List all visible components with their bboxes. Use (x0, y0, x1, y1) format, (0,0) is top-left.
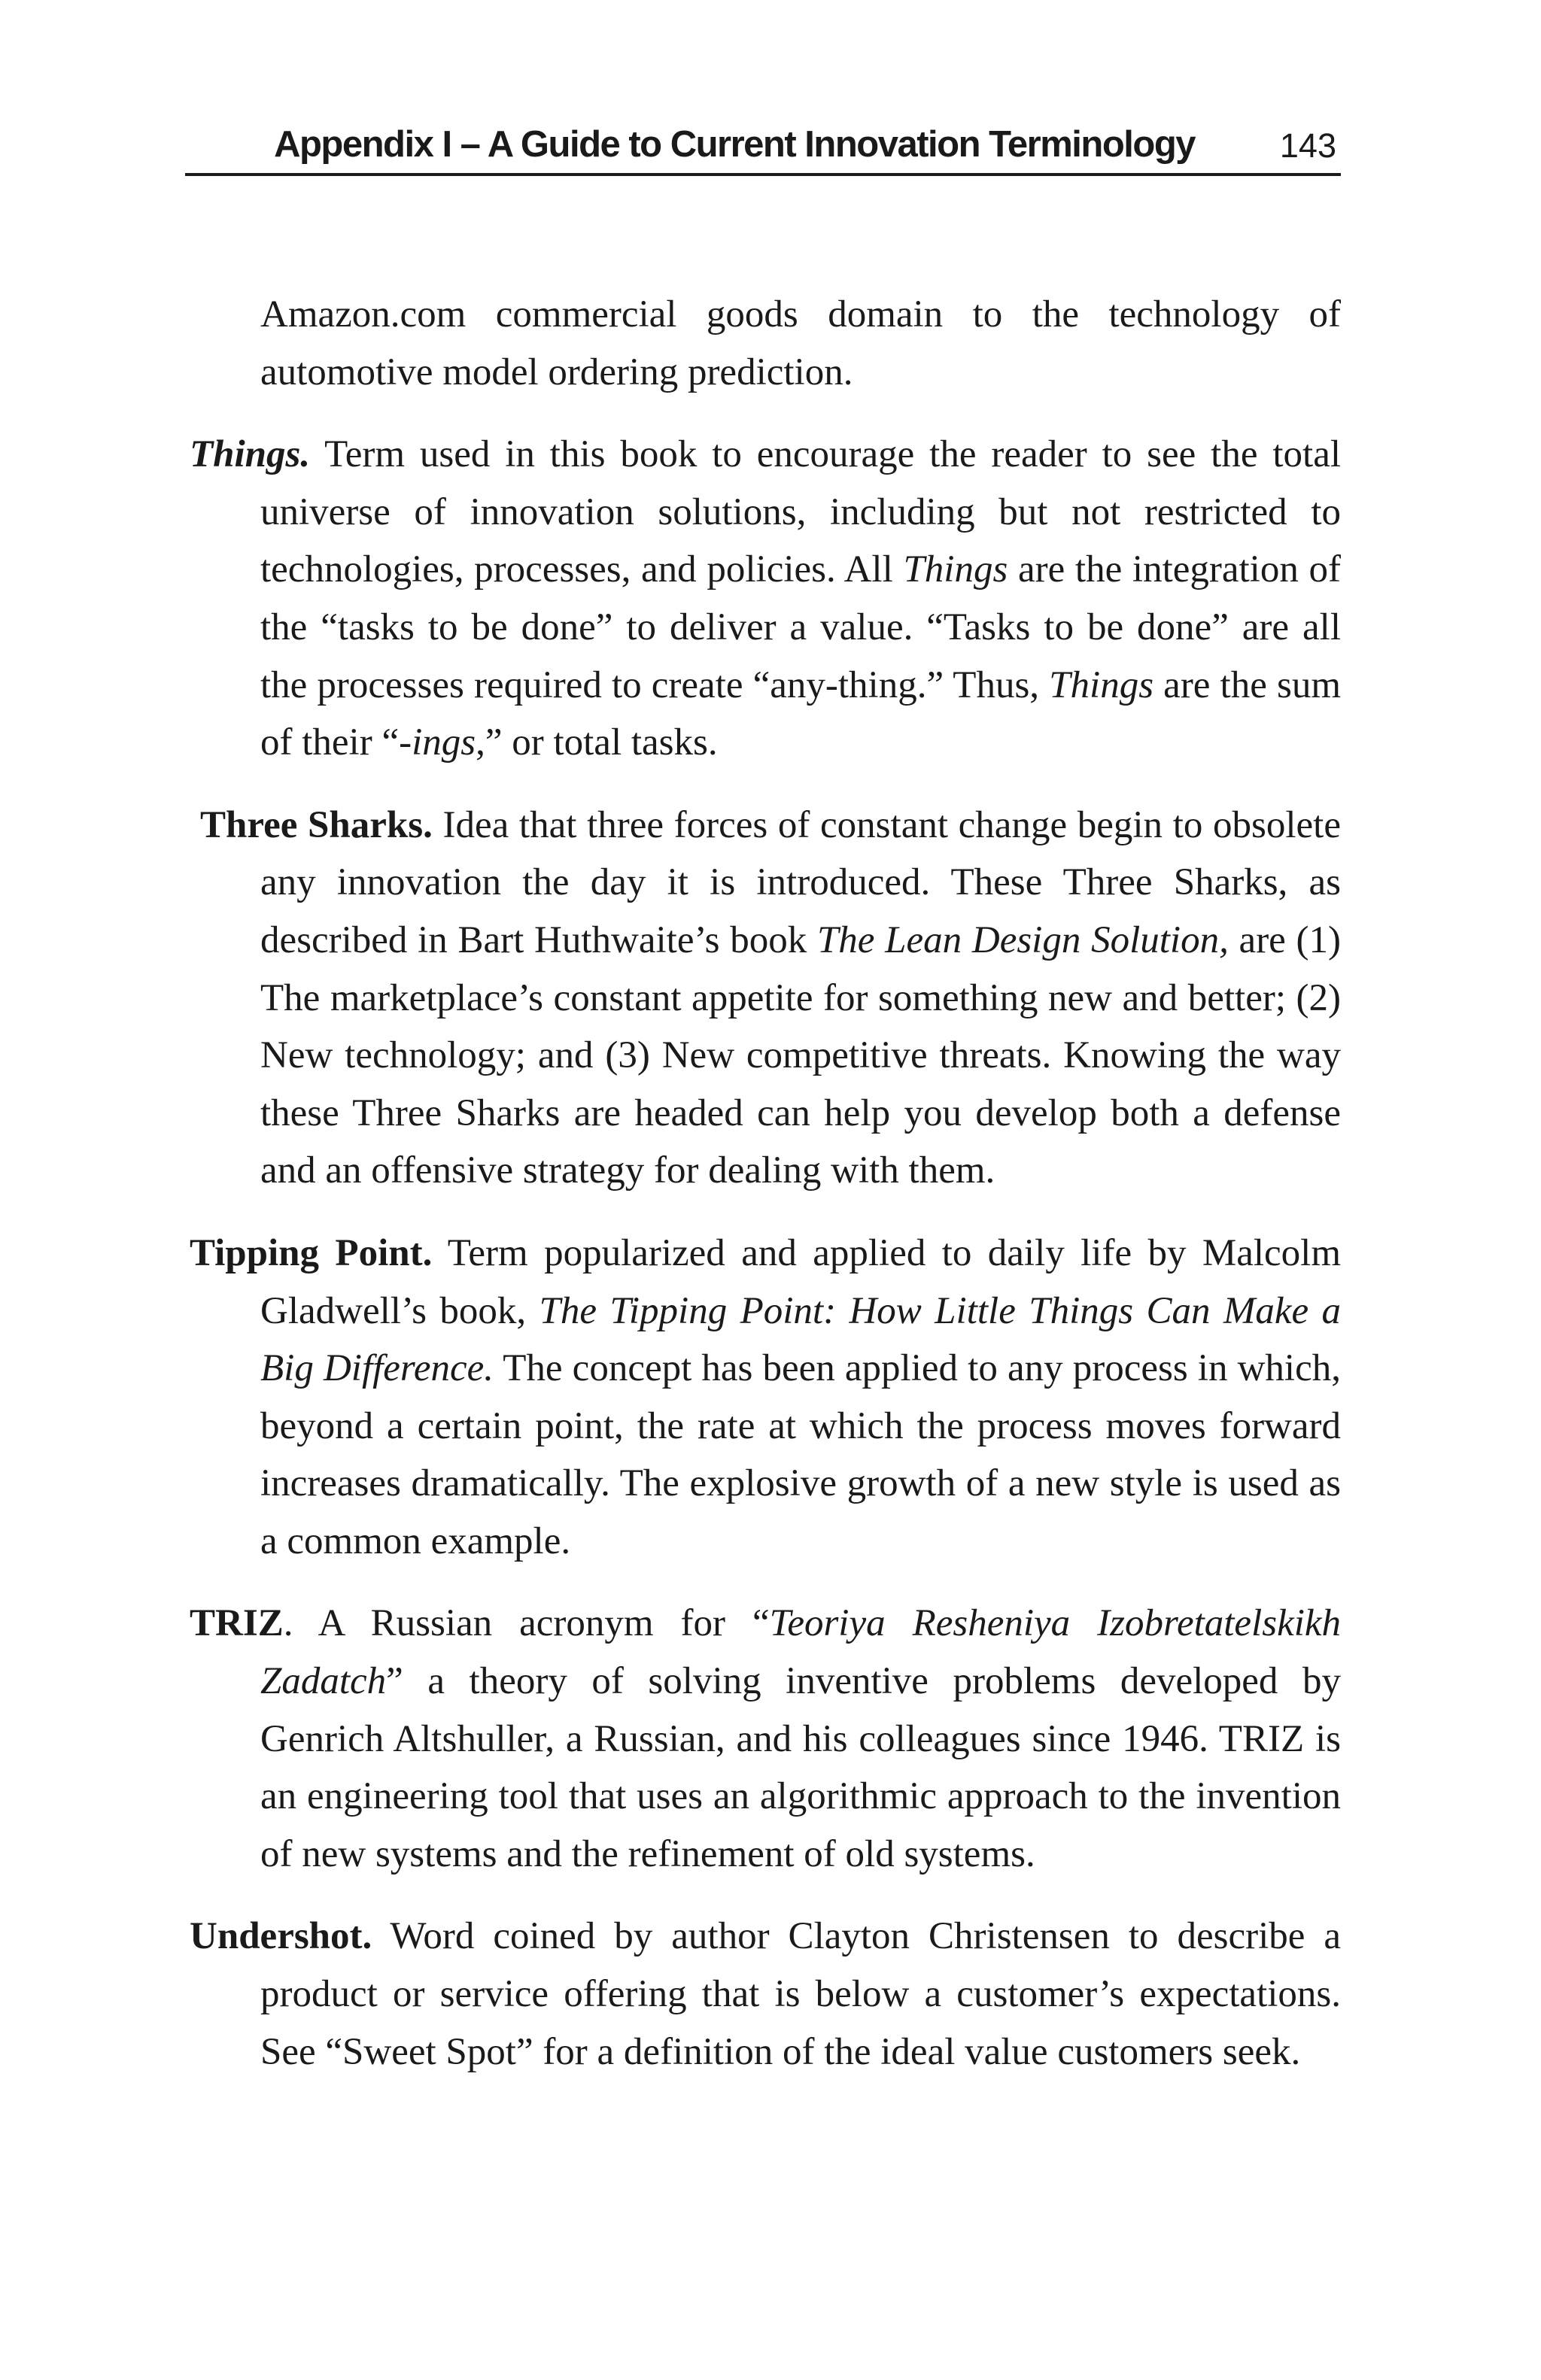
entry-text: Term popularized and applied to daily life by Malcolm Gladwell’s book, (260, 1231, 1342, 1332)
entry-text: . A Russian acronym for “ (283, 1602, 770, 1645)
glossary-body (190, 286, 1341, 2105)
book-title: The Tipping Point: How Little Things Can Make a Big Difference. (260, 1289, 1341, 1390)
entry-text: ,” or total tasks. (476, 721, 718, 764)
entry-term: Things. (190, 433, 311, 476)
glossary-entry-amazon-continuation (190, 286, 1341, 401)
entry-emphasis: Things (903, 548, 1008, 591)
entry-term: Undershot. (190, 1915, 372, 1958)
entry-text: Term used in this book to encourage the reader to see the total universe of innovation solutions, including but not restricted to technologies, processes, and policies. All (260, 433, 1341, 591)
entry-text: The concept has been applied to any process in which, beyond a certain point, the rate at which the process moves forward increases dramatically. The explosive growth of a new style is used as a common example. (260, 1347, 1341, 1562)
entry-term: TRIZ (190, 1602, 284, 1645)
entry-text: ” a theory of solving inventive problems developed by Genrich Altshuller, a Russian, and his colleagues since 1946. TRIZ is an engineering tool that uses an algorithmic approach to the invention of new systems and the refinement of old systems. (260, 1660, 1341, 1875)
glossary-entry-three-sharks (190, 797, 1341, 1200)
glossary-entry-undershot (190, 1908, 1341, 2081)
entry-text: Amazon.com commercial goods domain to the technology of automotive model ordering prediction. (260, 293, 1341, 393)
entry-emphasis: ings (412, 721, 476, 764)
entry-emphasis: Things (1049, 663, 1154, 706)
page-number: 143 (1279, 126, 1336, 165)
entry-text: are the sum of their “- (260, 663, 1342, 764)
glossary-entry-tipping-point (190, 1225, 1341, 1571)
running-title: Appendix I – A Guide to Current Innovation Terminology (274, 124, 1195, 165)
glossary-entry-triz (190, 1595, 1341, 1883)
book-title: The Lean Design Solution, (816, 918, 1229, 961)
glossary-entry-things (190, 426, 1341, 772)
entry-text: are (1) The marketplace’s constant appetite for something new and better; (2) New technology; and (3) New competitive threats. Knowing the way these Three Sharks are headed can help you develop both a defense and an offensive strategy for dealing with them. (260, 918, 1342, 1192)
entry-term: Tipping Point. (190, 1231, 433, 1274)
entry-text: Idea that three forces of constant change begin to obsolete any innovation the day it is introduced. These Three Sharks, as described in Bart Huthwaite’s book (260, 803, 1341, 961)
entry-text: are the integration of the “tasks to be done” to deliver a value. “Tasks to be done” are all the processes required to create “any-thing.” Thus, (260, 548, 1341, 706)
entry-term: Three Sharks. (200, 803, 433, 846)
entry-text: Word coined by author Clayton Christensen to describe a product or service offering that is below a customer’s expectations. See “Sweet Spot” for a definition of the ideal value customers seek. (260, 1915, 1341, 2073)
running-header (185, 113, 1341, 176)
foreign-phrase: Teoriya Resheniya Izobretatelskikh Zadatch (260, 1602, 1342, 1703)
